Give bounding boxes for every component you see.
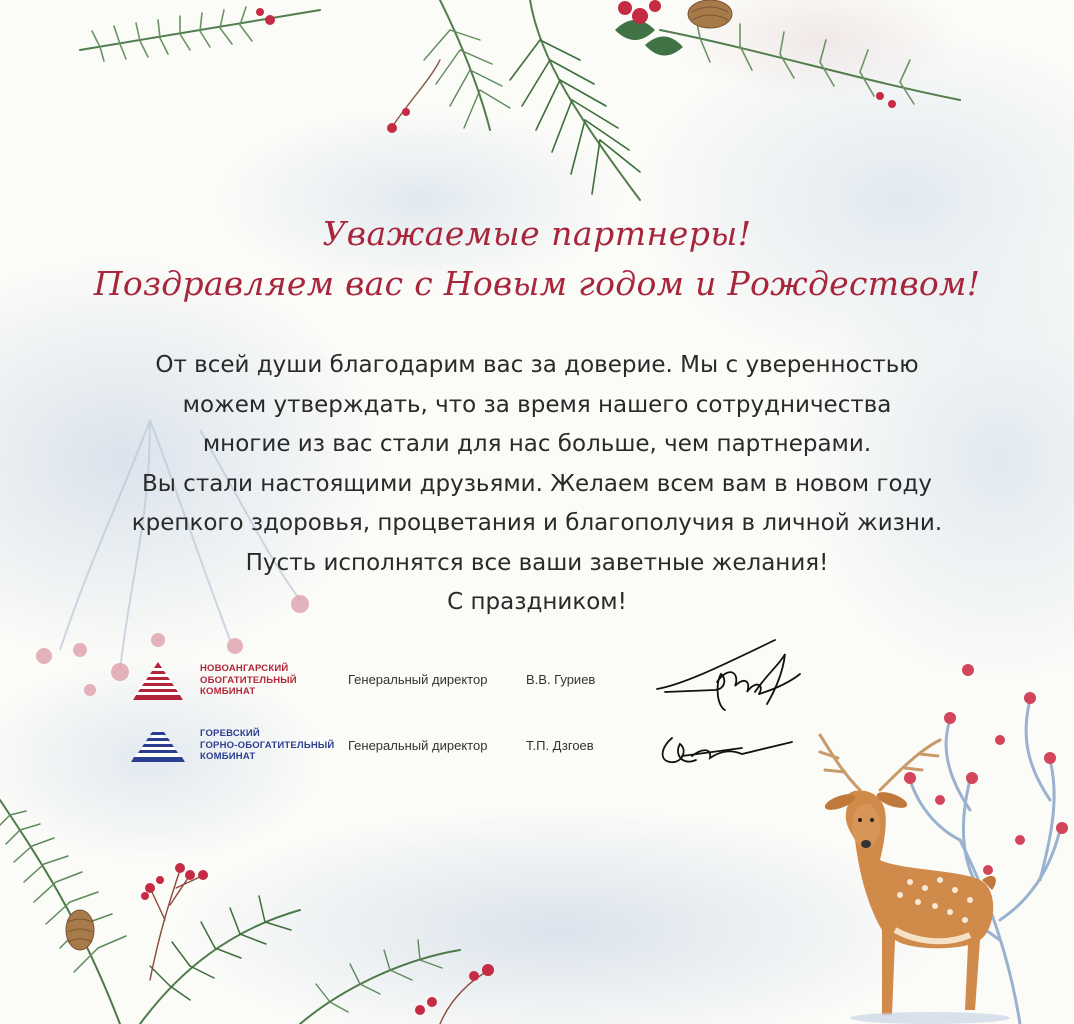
message-line: От всей души благодарим вас за доверие. Мы с уверенностью — [155, 352, 919, 378]
position-title: Генеральный директор — [348, 738, 488, 753]
message-line: крепкого здоровья, процветания и благополучия в личной жизни. — [131, 510, 943, 536]
greeting-subtitle: Поздравляем вас с Новым годом и Рождеством! — [93, 264, 981, 303]
message-line: Пусть исполнятся все ваши заветные желания! — [245, 549, 829, 576]
company-name: НОВОАНГАРСКИЙ ОБОГАТИТЕЛЬНЫЙ КОМБИНАТ — [200, 663, 297, 697]
signer-name: В.В. Гуриев — [526, 672, 596, 687]
company-name: ГОРЕВСКИЙ ГОРНО-ОБОГАТИТЕЛЬНЫЙ КОМБИНАТ — [200, 728, 335, 762]
greeting-title: Уважаемые партнеры! — [322, 214, 752, 253]
deer — [800, 730, 1020, 1024]
message-body — [0, 346, 1074, 623]
pine-branches-top — [60, 0, 980, 220]
signature-1 — [655, 634, 805, 714]
pyramid-logo-red — [128, 660, 188, 704]
signer-name: Т.П. Дзгоев — [526, 738, 594, 753]
message-line: С праздником! — [447, 589, 627, 615]
position-title: Генеральный директор — [348, 672, 488, 687]
pyramid-logo-blue — [128, 726, 188, 766]
message-line: Вы стали настоящими друзьями. Желаем всем вам в новом году — [141, 470, 933, 497]
message-line: многие из вас стали для нас больше, чем партнерами. — [202, 431, 872, 457]
message-line: можем утверждать, что за время нашего сотрудничества — [182, 391, 892, 418]
greeting-block — [0, 210, 1074, 310]
pine-branches-bottom-left — [0, 780, 520, 1024]
signature-2 — [652, 726, 802, 776]
